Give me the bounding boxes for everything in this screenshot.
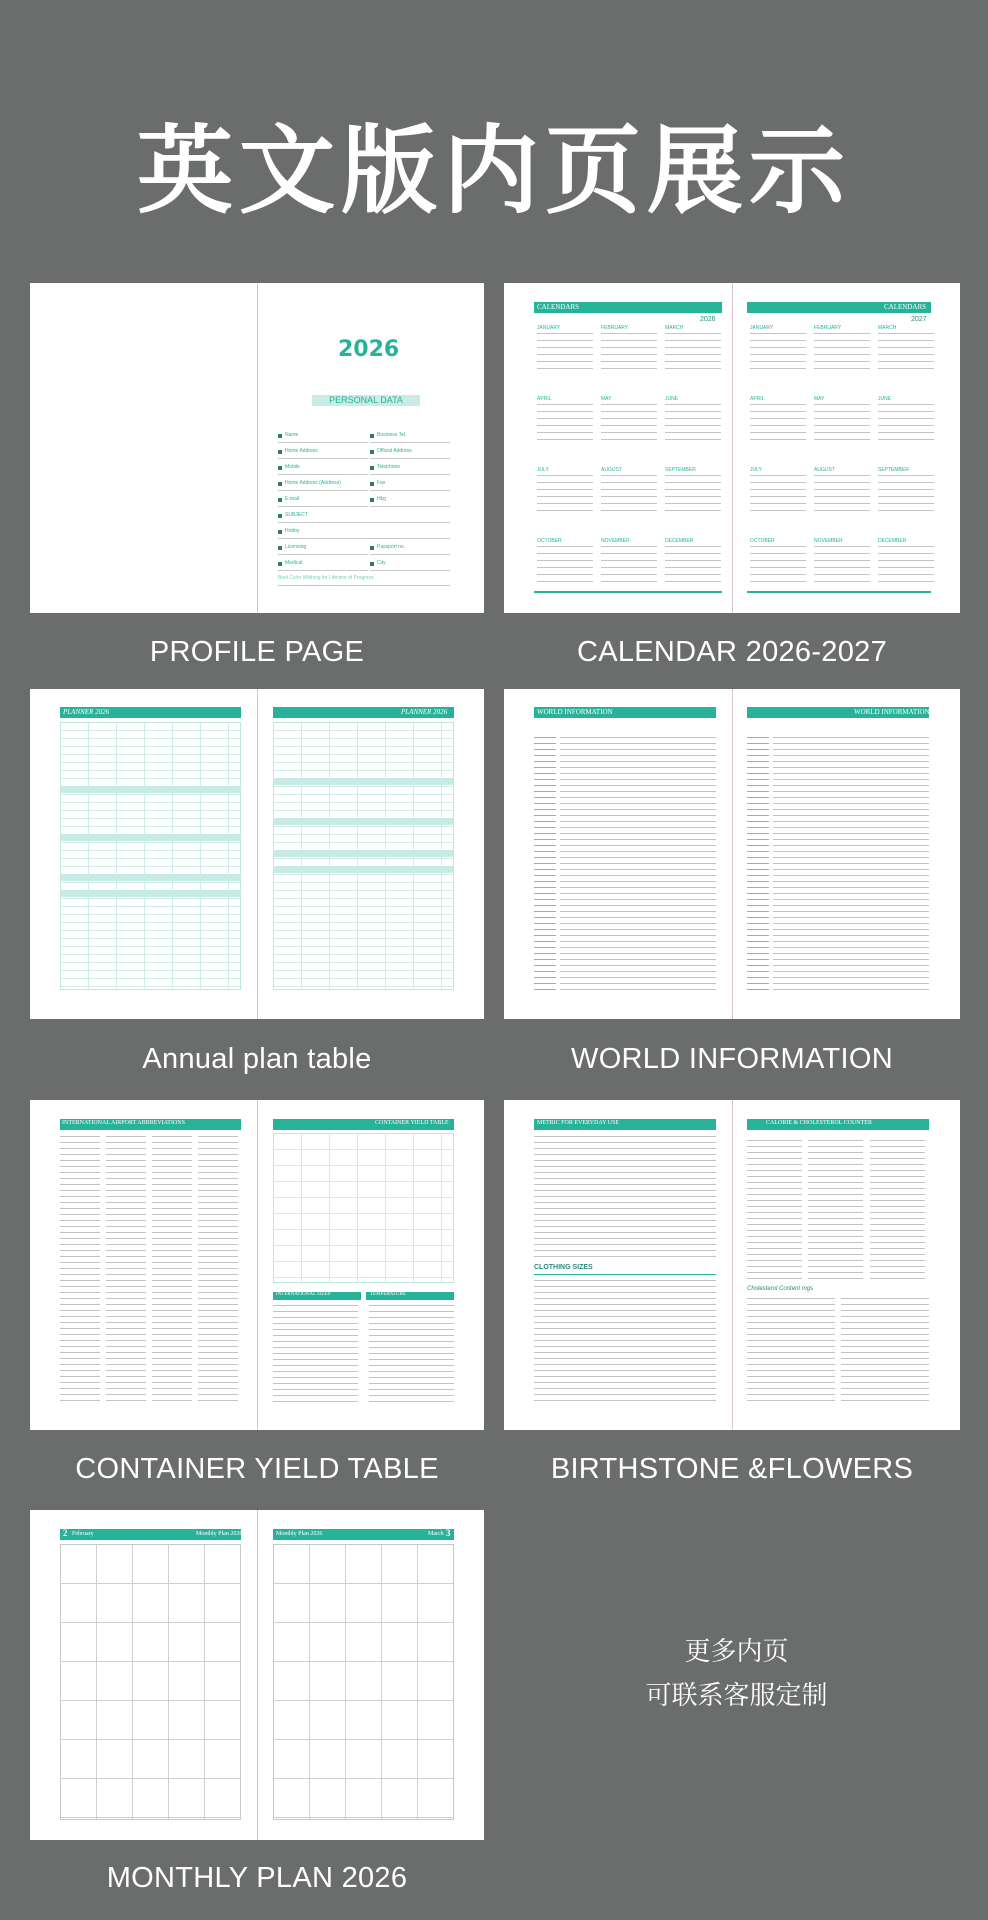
field-email[interactable]: E-mail xyxy=(278,495,368,507)
world-caption: WORLD INFORMATION xyxy=(571,1043,893,1075)
birthstone-sub1: CLOTHING SIZES xyxy=(534,1264,593,1271)
monthly-grid-left xyxy=(60,1544,241,1820)
month-dec-2026: DECEMBER xyxy=(665,538,721,588)
month-jan-2027: JANUARY xyxy=(750,325,806,375)
monthly-right-num: 3 xyxy=(446,1528,451,1538)
field-hobby[interactable]: Hobby xyxy=(278,527,450,539)
month-nov-2026: NOVEMBER xyxy=(601,538,657,588)
calendar-header-right: CALENDARS xyxy=(884,303,927,311)
calendar-caption: CALENDAR 2026-2027 xyxy=(576,636,888,668)
month-may-2027: MAY xyxy=(814,396,870,446)
monthly-left-month: February xyxy=(72,1531,94,1537)
annual-table-left xyxy=(60,722,241,990)
month-feb-2026: FEBRUARY xyxy=(601,325,657,375)
month-feb-2027: FEBRUARY xyxy=(814,325,870,375)
monthly-left-title: Monthly Plan 2026 xyxy=(196,1531,243,1537)
annual-caption: Annual plan table xyxy=(142,1043,372,1075)
month-oct-2027: OCTOBER xyxy=(750,538,806,588)
field-business-tel[interactable]: Business Tel. xyxy=(370,431,450,443)
field-fax[interactable]: Fax xyxy=(370,479,450,491)
month-jan-2026: JANUARY xyxy=(537,325,593,375)
calendar-card xyxy=(504,283,960,613)
field-hkg[interactable]: Hkg xyxy=(370,495,450,507)
field-home-address[interactable]: Home Address xyxy=(278,447,368,459)
month-mar-2026: MARCH xyxy=(665,325,721,375)
field-mobile[interactable]: Mobile xyxy=(278,463,368,475)
world-header-left: WORLD INFORMATION xyxy=(537,708,613,716)
field-medical[interactable]: Medical xyxy=(278,559,368,571)
month-apr-2026: APRIL xyxy=(537,396,593,446)
birthstone-sub2: Cholesterol Content mgs xyxy=(747,1286,814,1292)
field-home-address-2[interactable]: Home Address (Address) xyxy=(278,479,368,491)
profile-footer: Best Color Wishing for Lifetime of Progress xyxy=(278,575,374,581)
calendar-header-left: CALENDARS xyxy=(537,303,580,311)
annual-header-right: PLANNER 2026 xyxy=(401,708,448,716)
monthly-left-num: 2 xyxy=(63,1528,68,1538)
field-official-address[interactable]: Official Address xyxy=(370,447,450,459)
month-jun-2027: JUNE xyxy=(878,396,934,446)
field-telephone[interactable]: Telephone xyxy=(370,463,450,475)
birthstone-caption: BIRTHSTONE &FLOWERS xyxy=(550,1453,914,1485)
annual-header-left: PLANNER 2026 xyxy=(63,708,110,716)
monthly-right-month: March xyxy=(428,1531,444,1537)
monthly-caption: MONTHLY PLAN 2026 xyxy=(106,1862,408,1894)
calendar-year-right: 2027 xyxy=(911,316,927,323)
month-mar-2027: MARCH xyxy=(878,325,934,375)
field-passport[interactable]: Passport no. xyxy=(370,543,450,555)
world-info-card xyxy=(504,689,960,1019)
month-aug-2027: AUGUST xyxy=(814,467,870,517)
field-name[interactable]: Name xyxy=(278,431,368,443)
yield-table xyxy=(273,1133,454,1283)
container-header-right: CONTAINER YIELD TABLE xyxy=(375,1120,449,1126)
more-pages-text: 更多内页 xyxy=(684,1637,789,1667)
month-aug-2026: AUGUST xyxy=(601,467,657,517)
container-sub1: INTERNATIONAL SIZES xyxy=(276,1292,331,1297)
month-nov-2027: NOVEMBER xyxy=(814,538,870,588)
calendar-year-left: 2026 xyxy=(700,316,716,323)
field-subject[interactable]: SUBJECT xyxy=(278,511,450,523)
month-jun-2026: JUNE xyxy=(665,396,721,446)
container-yield-card xyxy=(30,1100,484,1430)
month-dec-2027: DECEMBER xyxy=(878,538,934,588)
field-city[interactable]: City xyxy=(370,559,450,571)
profile-caption: PROFILE PAGE xyxy=(149,636,365,668)
field-licensing[interactable]: Licensing xyxy=(278,543,368,555)
birthstone-header-right: CALORIE & CHOLESTEROL COUNTER xyxy=(766,1120,872,1126)
month-sep-2026: SEPTEMBER xyxy=(665,467,721,517)
container-caption: CONTAINER YIELD TABLE xyxy=(75,1453,439,1485)
monthly-right-title: Monthly Plan 2026 xyxy=(276,1531,323,1537)
contact-customize-text: 可联系客服定制 xyxy=(645,1681,828,1711)
month-oct-2026: OCTOBER xyxy=(537,538,593,588)
monthly-plan-card xyxy=(30,1510,484,1840)
month-jul-2027: JULY xyxy=(750,467,806,517)
profile-page-card xyxy=(30,283,484,613)
container-sub2: TEMPERATURE xyxy=(370,1292,406,1297)
annual-plan-card xyxy=(30,689,484,1019)
birthstone-card xyxy=(504,1100,960,1430)
month-jul-2026: JULY xyxy=(537,467,593,517)
month-sep-2027: SEPTEMBER xyxy=(878,467,934,517)
container-header-left: INTERNATIONAL AIRPORT ABBREVIATIONS xyxy=(62,1120,185,1126)
month-apr-2027: APRIL xyxy=(750,396,806,446)
month-may-2026: MAY xyxy=(601,396,657,446)
monthly-grid-right xyxy=(273,1544,454,1820)
world-header-right: WORLD INFORMATION xyxy=(854,708,930,716)
profile-year: 2026 xyxy=(338,337,400,362)
personal-data-bar: PERSONAL DATA xyxy=(312,395,420,406)
birthstone-header-left: METRIC FOR EVERYDAY USE xyxy=(537,1120,620,1126)
hero-title: 英文版内页展示 xyxy=(137,115,851,227)
